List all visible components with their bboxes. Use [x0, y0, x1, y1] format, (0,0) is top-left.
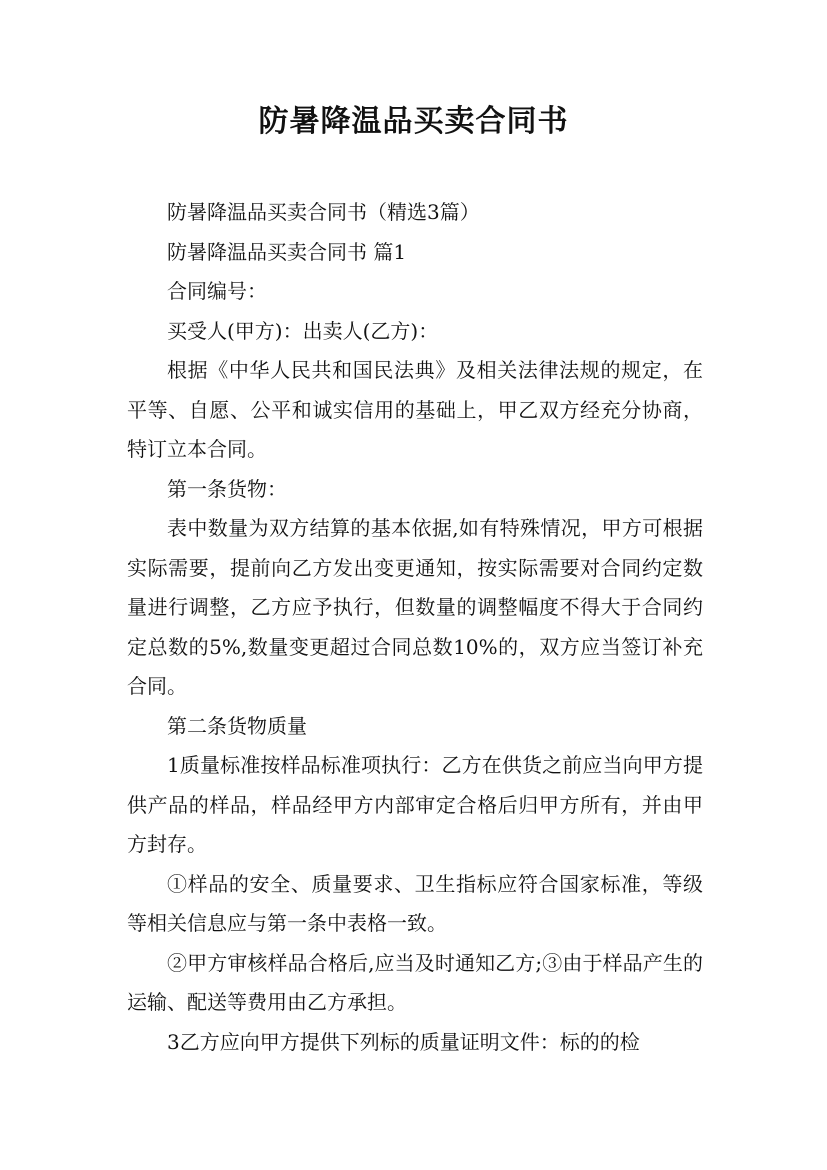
paragraph-parties: 买受人(甲方)：出卖人(乙方)：: [167, 318, 439, 343]
paragraph-contract-number: 合同编号：: [167, 279, 267, 303]
paragraph-article-2-item-1b: ②甲方审核样品合格后,应当及时通知乙方;③由于样品产生的运输、配送等费用由乙方承担。: [127, 950, 703, 1014]
document-title: 防暑降温品买卖合同书: [258, 104, 569, 139]
paragraph-article-2-item-3: 3乙方应向甲方提供下列标的质量证明文件：标的的检: [167, 1029, 640, 1054]
paragraph-article-1-heading: 第一条货物：: [167, 476, 287, 501]
paragraph-preamble: 根据《中华人民共和国民法典》及相关法律法规的规定，在平等、自愿、公平和诚实信用的基础上，甲乙双方经充分协商，特订立本合同。: [127, 358, 703, 461]
paragraph-article-2-item-1: 1质量标准按样品标准项执行：乙方在供货之前应当向甲方提供产品的样品，样品经甲方内部审定合格后归甲方所有，并由甲方封存。: [127, 753, 703, 856]
paragraph-article-2-item-1a: ①样品的安全、质量要求、卫生指标应符合国家标准，等级等相关信息应与第一条中表格一致。: [127, 871, 703, 935]
paragraph-article-1-body: 表中数量为双方结算的基本依据,如有特殊情况，甲方可根据实际需要，提前向乙方发出变更通知，按实际需要对合同约定数量进行调整，乙方应予执行，但数量的调整幅度不得大于合同约定总数的5%,数量变更超过合同总数10%的，双方应当签订补充合同。: [127, 516, 703, 698]
paragraph-section-heading: 防暑降温品买卖合同书 篇1: [167, 239, 407, 264]
paragraph-article-2-heading: 第二条货物质量: [167, 713, 307, 738]
document-body: [127, 193, 703, 1062]
paragraph-collection-title: 防暑降温品买卖合同书（精选3篇）: [167, 200, 480, 224]
